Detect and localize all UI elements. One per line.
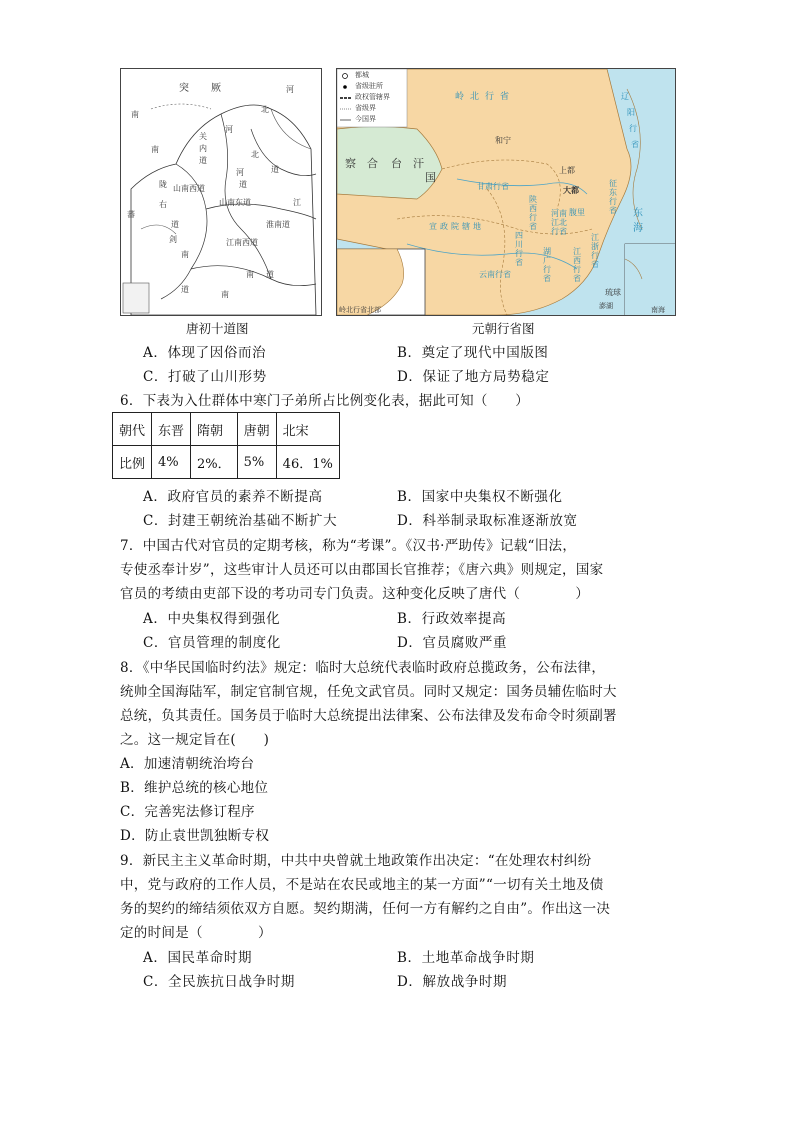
map-label: 国 bbox=[425, 171, 436, 184]
map-label: 和宁 bbox=[495, 136, 511, 145]
map-label: 四川行省 bbox=[515, 231, 523, 267]
q7-option-b[interactable]: B．行政效率提高 bbox=[397, 611, 507, 627]
map-label: 南 bbox=[151, 145, 159, 154]
table-cell: 46．1% bbox=[276, 446, 339, 479]
q8-option-a[interactable]: A．加速清朝统治垮台 bbox=[120, 756, 255, 772]
map-label: 汗 bbox=[413, 157, 424, 170]
table-cell: 唐朝 bbox=[237, 413, 276, 446]
q6-option-d[interactable]: D．科举制录取标准逐渐放宽 bbox=[397, 513, 578, 529]
q9-stem-line: 务的契约的缔结须依双方自愿。契约期满，任何一方有解约之自由”。作出这一决 bbox=[120, 901, 611, 917]
map-label: 东 bbox=[633, 208, 643, 219]
q5-option-a[interactable]: A．体现了因俗而治 bbox=[143, 345, 267, 361]
map-label: 阳 bbox=[627, 108, 635, 117]
table-cell: 比例 bbox=[113, 446, 152, 479]
legend-label: 省级界 bbox=[355, 104, 376, 112]
map-label: 蕃 bbox=[127, 210, 135, 219]
q7-option-c[interactable]: C．官员管理的制度化 bbox=[143, 635, 281, 651]
q9-option-c[interactable]: C．全民族抗日战争时期 bbox=[143, 974, 295, 990]
q6-stem: 6．下表为入仕群体中寒门子弟所占比例变化表，据此可知（ ） bbox=[120, 393, 530, 409]
q9-stem-line: 定的时间是（ ） bbox=[120, 925, 272, 941]
map-label: 河 bbox=[225, 125, 233, 134]
table-cell: 朝代 bbox=[113, 413, 152, 446]
map-label: 道 bbox=[171, 220, 179, 229]
q8-stem-line: 统帅全国海陆军，制定官制官规，任免文武官员。同时又规定：国务员辅佐临时大 bbox=[120, 684, 617, 700]
map-label: 道 bbox=[271, 165, 279, 174]
map-label: 道 bbox=[266, 270, 274, 279]
map-label: 道 bbox=[181, 285, 189, 294]
tang-map-outline bbox=[121, 69, 321, 315]
map-label: 省 bbox=[631, 140, 639, 149]
q7-option-a[interactable]: A．中央集权得到强化 bbox=[143, 611, 281, 627]
map-label: 琉球 bbox=[605, 288, 621, 297]
legend-label: 都城 bbox=[355, 71, 369, 79]
map-label: 突 bbox=[179, 83, 189, 94]
map-label: 右 bbox=[159, 200, 167, 209]
map-label: 山南西道 bbox=[173, 184, 205, 193]
map-label: 台 bbox=[391, 157, 402, 170]
q8-option-d[interactable]: D．防止袁世凯独断专权 bbox=[120, 828, 270, 844]
legend-label: 今国界 bbox=[355, 115, 376, 123]
q7-stem-line: 官员的考绩由吏部下设的考功司专门负责。这种变化反映了唐代（ ） bbox=[120, 586, 590, 602]
tang-ten-circuits-map bbox=[120, 68, 322, 316]
map-label: 澎湖 bbox=[599, 302, 613, 310]
map-label: 湖广行省 bbox=[543, 247, 551, 283]
map-label: 辽 bbox=[621, 92, 629, 101]
map-label: 淮南道 bbox=[266, 220, 290, 229]
map-label: 河 bbox=[236, 168, 244, 177]
table-cell: 2%． bbox=[191, 446, 238, 479]
map-label: 河南江北行省 bbox=[551, 209, 567, 236]
q7-option-d[interactable]: D．官员腐败严重 bbox=[397, 635, 508, 651]
table-cell: 隋朝 bbox=[191, 413, 238, 446]
map-label: 山南东道 bbox=[219, 198, 251, 207]
map-label: 南 bbox=[181, 250, 189, 259]
map-label: 南 bbox=[246, 270, 254, 279]
map-label: 察 bbox=[345, 157, 356, 170]
table-cell: 北宋 bbox=[276, 413, 339, 446]
q6-option-c[interactable]: C．封建王朝统治基础不断扩大 bbox=[143, 513, 338, 529]
map-label: 内 bbox=[199, 144, 207, 153]
map-label: 岭北行省 bbox=[455, 92, 516, 102]
table-cell: 5% bbox=[237, 446, 276, 479]
q8-option-b[interactable]: B．维护总统的核心地位 bbox=[120, 780, 269, 796]
right-map-caption: 元朝行省图 bbox=[472, 321, 535, 336]
map-label: 厥 bbox=[211, 83, 221, 94]
legend-label: 政权管辖界 bbox=[355, 93, 390, 101]
map-label: 南 bbox=[221, 290, 229, 299]
q8-option-c[interactable]: C．完善宪法修订程序 bbox=[120, 804, 255, 820]
map-label: 江南西道 bbox=[226, 238, 258, 247]
map-label: 云南行省 bbox=[479, 270, 511, 279]
map-label: 海 bbox=[633, 223, 643, 234]
q9-option-d[interactable]: D．解放战争时期 bbox=[397, 974, 508, 990]
map-label: 行 bbox=[629, 124, 637, 133]
map-label: 上都 bbox=[559, 166, 575, 175]
q5-option-d[interactable]: D．保证了地方局势稳定 bbox=[397, 369, 550, 385]
map-label: 江西行省 bbox=[573, 247, 581, 283]
table-cell: 东晋 bbox=[152, 413, 191, 446]
map-label: 岭北行省北部 bbox=[339, 306, 381, 314]
map-label: 大都 bbox=[563, 185, 579, 195]
q7-stem-line: 专使丞奉计岁”，这些审计人员还可以由郡国长官推荐；《唐六典》则规定，国家 bbox=[120, 562, 604, 578]
map-label: 江浙行省 bbox=[591, 233, 599, 269]
map-label: 北 bbox=[261, 105, 269, 114]
map-label: 腹里 bbox=[569, 208, 585, 217]
q8-stem-line: 总统，负其责任。国务员于临时大总统提出法律案、公布法律及发布命令时须副署 bbox=[120, 708, 617, 724]
map-label: 江 bbox=[293, 198, 301, 207]
map-label: 剑 bbox=[169, 235, 177, 244]
q6-option-a[interactable]: A．政府官员的素养不断提高 bbox=[143, 489, 323, 505]
yuan-provinces-map bbox=[336, 68, 676, 316]
q6-option-b[interactable]: B．国家中央集权不断强化 bbox=[397, 489, 563, 505]
q9-stem-line: 9．新民主主义革命时期，中共中央曾就土地政策作出决定：“在处理农村纠纷 bbox=[120, 853, 592, 869]
q9-option-a[interactable]: A．国民革命时期 bbox=[143, 950, 253, 966]
map-label: 北 bbox=[251, 150, 259, 159]
q9-option-b[interactable]: B．土地革命战争时期 bbox=[397, 950, 535, 966]
map-label: 河 bbox=[286, 85, 294, 94]
legend-label: 省级驻所 bbox=[355, 82, 383, 90]
map-label: 宣政院辖地 bbox=[429, 222, 484, 231]
map-label: 合 bbox=[367, 157, 378, 170]
left-map-caption: 唐初十道图 bbox=[186, 321, 249, 336]
q8-stem-line: 之。这一规定旨在( ) bbox=[120, 732, 270, 748]
q5-option-c[interactable]: C．打破了山川形势 bbox=[143, 369, 267, 385]
q8-stem-line: 8．《中华民国临时约法》规定：临时大总统代表临时政府总揽政务，公布法律， bbox=[120, 660, 606, 676]
map-label: 陕西行省 bbox=[529, 195, 537, 231]
map-label: 甘肃行省 bbox=[477, 182, 509, 191]
map-label: 征东行省 bbox=[609, 179, 617, 215]
q6-table bbox=[112, 412, 340, 479]
map-label: 南海 bbox=[651, 306, 665, 314]
q9-stem-line: 中，党与政府的工作人员，不是站在农民或地主的某一方面”“一切有关土地及债 bbox=[120, 877, 604, 893]
seat-legend-icon bbox=[343, 85, 347, 89]
map-label: 南 bbox=[131, 110, 139, 119]
map-label: 陇 bbox=[159, 180, 167, 189]
q7-stem-line: 7．中国古代对官员的定期考核，称为“考课”。《汉书·严助传》记载“旧法， bbox=[120, 538, 577, 554]
table-row bbox=[113, 446, 340, 479]
q5-option-b[interactable]: B．奠定了现代中国版图 bbox=[397, 345, 549, 361]
table-cell: 4% bbox=[152, 446, 191, 479]
map-label: 道 bbox=[239, 180, 247, 189]
map-label: 关 bbox=[199, 132, 207, 141]
table-row bbox=[113, 413, 340, 446]
map-label: 道 bbox=[199, 156, 207, 165]
